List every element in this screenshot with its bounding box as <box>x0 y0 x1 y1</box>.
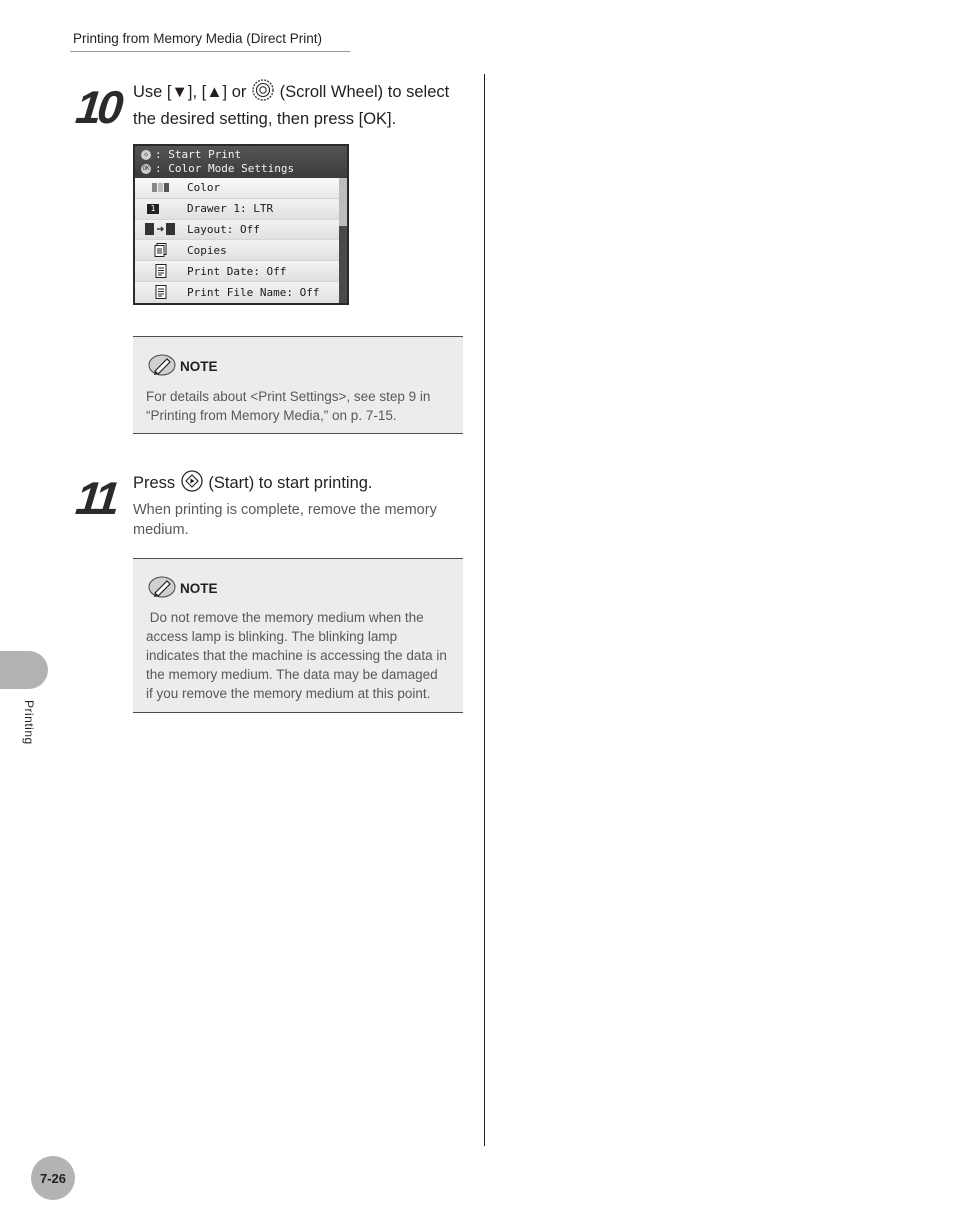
note-2-body <box>146 608 456 703</box>
step-11-number: 11 <box>73 472 119 524</box>
lcd-header <box>135 146 347 180</box>
note-heading <box>148 354 218 379</box>
step-11-text-a: Press <box>133 474 176 492</box>
color-bars-icon <box>135 183 187 192</box>
note-1-line: For details about <Print Settings>, see step 9 in <box>146 389 431 404</box>
note-1-line: “Printing from Memory Media,” on p. 7-15. <box>146 408 397 423</box>
note-2-line: Do not remove the memory medium when the <box>146 610 424 625</box>
lcd-item-label: Drawer 1: LTR <box>187 202 274 216</box>
running-head-rule <box>70 51 350 52</box>
pencil-icon <box>148 354 176 379</box>
step-10-text-d: (Scroll Wheel) to select <box>279 83 450 101</box>
lcd-item-drawer[interactable] <box>135 199 341 220</box>
drawer-badge: 1 <box>147 204 159 214</box>
lcd-item-label: Color <box>187 181 221 195</box>
lcd-item-color[interactable] <box>135 178 341 199</box>
step-11-sub-line: When printing is complete, remove the memory <box>133 502 437 518</box>
note-1-body <box>146 387 456 425</box>
lcd-item-copies[interactable] <box>135 240 341 261</box>
step-10-text-c: ] or <box>222 83 247 101</box>
document-icon <box>135 264 187 278</box>
chapter-side-label: Printing <box>22 700 36 745</box>
lcd-item-label: Copies <box>187 243 227 257</box>
down-triangle-icon: ▼ <box>171 83 188 101</box>
lcd-scrollbar-thumb[interactable] <box>339 226 347 303</box>
start-button-icon <box>181 470 203 499</box>
step-10-text-b: ], [ <box>187 83 207 101</box>
drawer-1-icon <box>135 204 187 214</box>
note-title: NOTE <box>180 359 218 374</box>
step-10-number: 10 <box>73 81 122 133</box>
lcd-item-print-date[interactable] <box>135 261 341 282</box>
note-box-2 <box>133 558 463 713</box>
copies-icon <box>135 243 187 257</box>
pencil-icon <box>148 576 176 601</box>
step-10-instruction <box>133 79 449 131</box>
start-key-icon: ◇ <box>141 150 151 160</box>
document-icon <box>135 285 187 299</box>
lcd-screen <box>133 144 349 305</box>
lcd-header-row-ok <box>141 162 341 176</box>
scroll-wheel-icon <box>252 79 274 108</box>
note-2-line: access lamp is blinking. The blinking lamp <box>146 629 398 644</box>
column-divider <box>484 74 485 1146</box>
lcd-menu-list <box>135 178 341 303</box>
lcd-item-label: Print Date: Off <box>187 264 287 278</box>
note-box-1 <box>133 336 463 434</box>
note-heading <box>148 576 218 601</box>
up-triangle-icon: ▲ <box>206 83 223 101</box>
step-10-text-line2: the desired setting, then press [OK]. <box>133 110 397 128</box>
chapter-side-tab <box>0 651 48 689</box>
ok-key-icon: OK <box>142 165 150 172</box>
step-11-instruction <box>133 470 373 499</box>
note-2-line: the memory medium. The data may be damaged <box>146 667 438 682</box>
lcd-header-row-start <box>141 148 341 162</box>
lcd-item-layout[interactable] <box>135 220 341 241</box>
lcd-item-label: Layout: Off <box>187 222 260 236</box>
step-11-subtext <box>133 500 468 540</box>
note-title: NOTE <box>180 581 218 596</box>
lcd-item-print-file-name[interactable] <box>135 282 341 303</box>
running-head: Printing from Memory Media (Direct Print) <box>73 31 323 46</box>
page-number: 7-26 <box>31 1156 75 1200</box>
lcd-header-color-mode: : Color Mode Settings <box>155 162 295 175</box>
lcd-item-label: Print File Name: Off <box>187 285 320 299</box>
layout-icon <box>135 222 187 236</box>
lcd-header-start-print: : Start Print <box>155 148 242 161</box>
note-2-line: indicates that the machine is accessing the data in <box>146 648 447 663</box>
step-11-sub-line: medium. <box>133 522 189 538</box>
step-11-text-b: (Start) to start printing. <box>208 474 373 492</box>
note-2-line: if you remove the memory medium at this point. <box>146 686 431 701</box>
step-10-text-a: Use [ <box>133 83 172 101</box>
